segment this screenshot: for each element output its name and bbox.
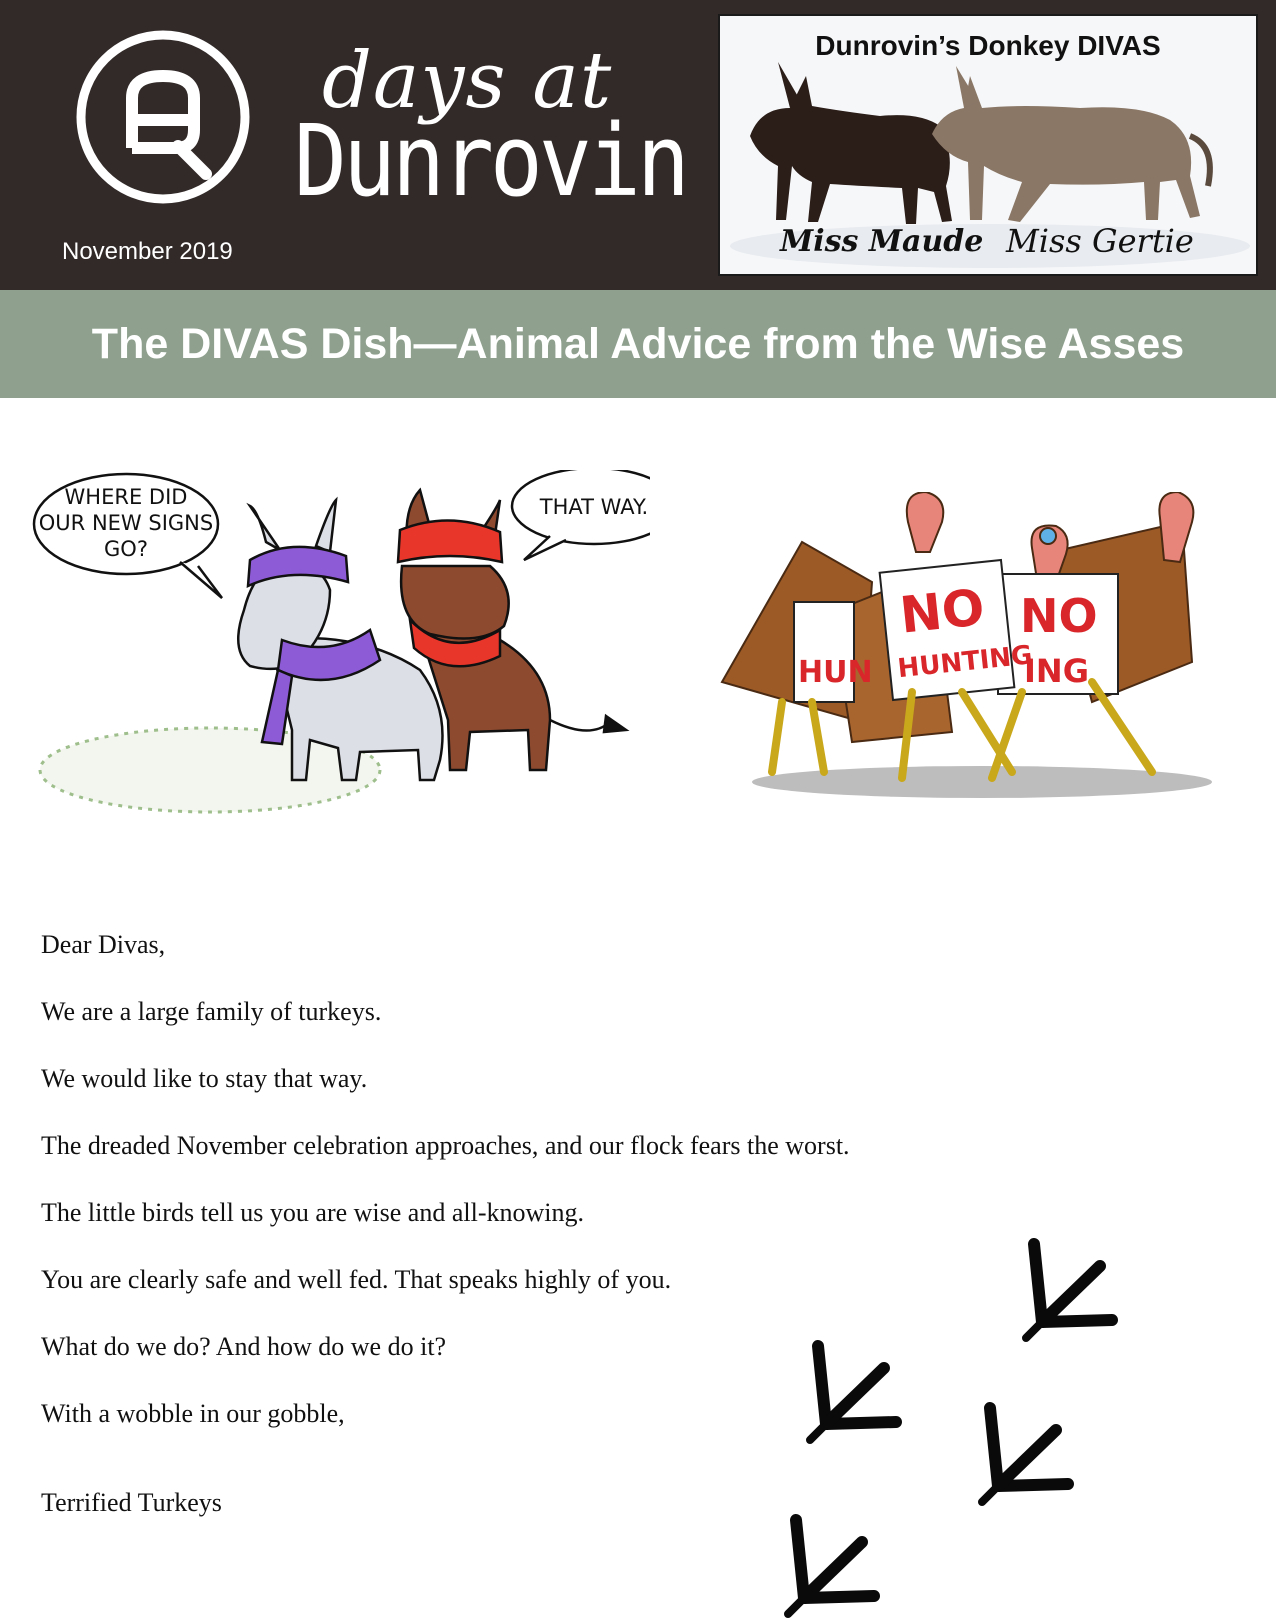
brand-line-days-at: days at: [322, 36, 613, 126]
svg-text:NO: NO: [1020, 589, 1098, 643]
bubble-right-text: THAT WAY.: [539, 495, 649, 519]
turkeys-cartoon: [712, 492, 1232, 822]
svg-text:NO: NO: [897, 578, 988, 645]
donkey-divas-photo-box: [718, 14, 1258, 276]
bubble-left-line-2: OUR NEW SIGNS: [38, 511, 214, 535]
brand-line-dunrovin: Dunrovin: [294, 103, 686, 219]
section-title-band: [0, 290, 1276, 398]
donkeys-cartoon: [30, 470, 650, 840]
letter-line: The little birds tell us you are wise and all-knowing.: [41, 1198, 584, 1227]
bubble-left-line-1: WHERE DID: [64, 485, 188, 509]
letter-line: The dreaded November celebration approaches, and our flock fears the worst.: [41, 1131, 850, 1160]
letter-salutation: Dear Divas,: [41, 930, 166, 959]
svg-text:HUNTING: HUNTING: [896, 640, 1034, 685]
turkey-footprints-icon: [760, 1238, 1160, 1621]
dunrovin-logo-icon: [74, 28, 252, 206]
section-title: The DIVAS Dish—Animal Advice from the Wise Asses: [91, 320, 1185, 368]
caption-miss-gertie: Miss Gertie: [1006, 222, 1194, 260]
letter-line: What do we do? And how do we do it?: [41, 1332, 447, 1361]
newsletter-header: [0, 0, 1276, 290]
letter-line: We would like to stay that way.: [41, 1064, 368, 1093]
svg-text:ING: ING: [1024, 652, 1089, 690]
bubble-left-line-3: GO?: [104, 537, 148, 561]
letter-line: We are a large family of turkeys.: [41, 997, 382, 1026]
caption-miss-maude: Miss Maude: [780, 224, 984, 259]
svg-text:HUN: HUN: [798, 655, 873, 690]
letter-signature: Terrified Turkeys: [41, 1488, 222, 1517]
issue-date: November 2019: [62, 238, 233, 265]
letter-line: You are clearly safe and well fed. That speaks highly of you.: [41, 1265, 672, 1294]
divas-box-title: Dunrovin’s Donkey DIVAS: [815, 30, 1161, 61]
letter-closing: With a wobble in our gobble,: [41, 1399, 345, 1428]
